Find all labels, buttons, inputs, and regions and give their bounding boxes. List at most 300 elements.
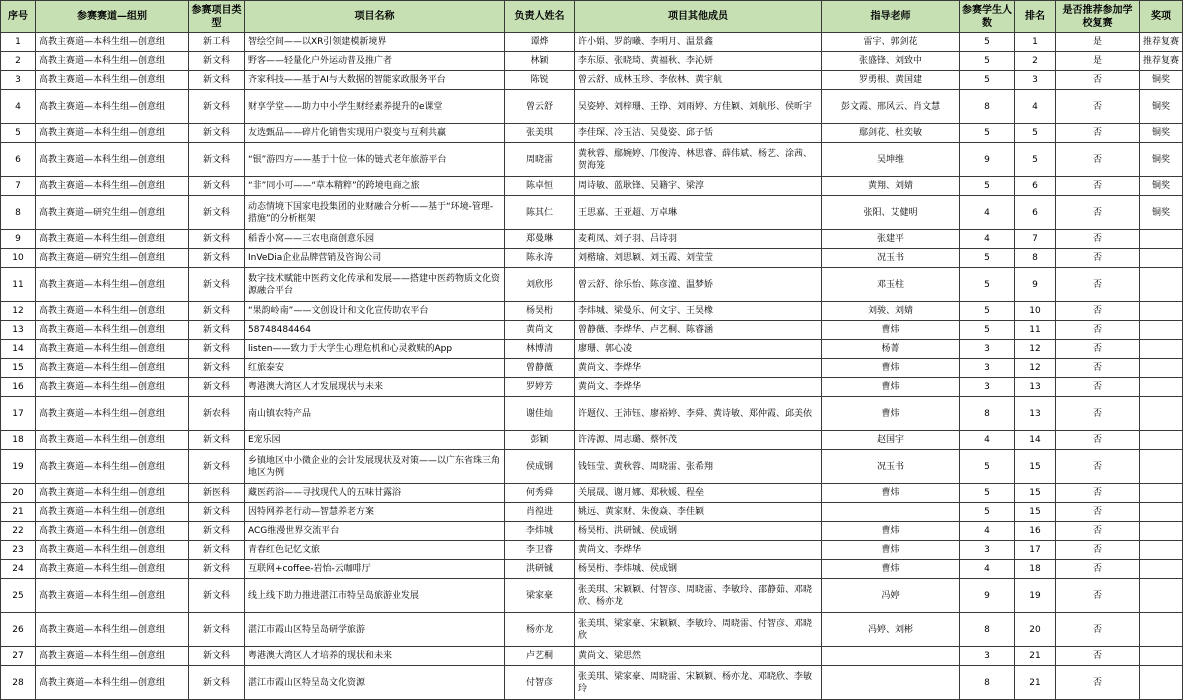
cell-rank: 1 [1015, 33, 1056, 52]
cell-members: 王思嘉、王亚超、万卓琳 [575, 196, 822, 230]
cell-leader: 梁家豪 [505, 579, 575, 613]
cell-advisor: 况玉书 [822, 450, 960, 484]
cell-index: 4 [1, 90, 36, 124]
cell-track: 高教主赛道—本科生组—创意组 [36, 378, 189, 397]
cell-project-name: 湛江市霞山区特呈岛研学旅游 [245, 613, 505, 647]
cell-recommend: 否 [1056, 143, 1140, 177]
cell-student-count: 5 [960, 484, 1015, 503]
cell-leader: 曾云舒 [505, 90, 575, 124]
cell-advisor: 罗勇根、黄国建 [822, 71, 960, 90]
cell-award [1140, 378, 1183, 397]
cell-advisor: 曹炜 [822, 522, 960, 541]
cell-track: 高教主赛道—本科生组—创意组 [36, 268, 189, 302]
cell-index: 10 [1, 249, 36, 268]
cell-rank: 17 [1015, 541, 1056, 560]
cell-index: 12 [1, 302, 36, 321]
cell-type: 新文科 [189, 302, 245, 321]
cell-index: 3 [1, 71, 36, 90]
cell-track: 高教主赛道—本科生组—创意组 [36, 647, 189, 666]
cell-leader: 付智彦 [505, 666, 575, 700]
cell-members: 黄尚文、李烨华 [575, 541, 822, 560]
cell-type: 新文科 [189, 340, 245, 359]
cell-track: 高教主赛道—本科生组—创意组 [36, 450, 189, 484]
cell-index: 14 [1, 340, 36, 359]
cell-type: 新医科 [189, 484, 245, 503]
cell-student-count: 5 [960, 503, 1015, 522]
cell-project-name: “果韵岭南”——文创设计和文化宣传助农平台 [245, 302, 505, 321]
table-row [1, 340, 1183, 359]
cell-members: 黄尚文、梁思然 [575, 647, 822, 666]
cell-index: 15 [1, 359, 36, 378]
cell-recommend: 否 [1056, 484, 1140, 503]
cell-recommend: 否 [1056, 431, 1140, 450]
cell-award [1140, 302, 1183, 321]
cell-track: 高教主赛道—本科生组—创意组 [36, 90, 189, 124]
cell-index: 18 [1, 431, 36, 450]
cell-advisor: 曹炜 [822, 560, 960, 579]
cell-members: 周诗敏、蓝耿锋、吴籍宇、梁淳 [575, 177, 822, 196]
cell-index: 19 [1, 450, 36, 484]
cell-leader: 李炜城 [505, 522, 575, 541]
cell-advisor: 张盛锋、刘致中 [822, 52, 960, 71]
cell-type: 新农科 [189, 397, 245, 431]
table-row [1, 230, 1183, 249]
cell-track: 高教主赛道—本科生组—创意组 [36, 397, 189, 431]
cell-index: 2 [1, 52, 36, 71]
cell-award [1140, 340, 1183, 359]
cell-index: 24 [1, 560, 36, 579]
cell-members: 杨昊桁、李炜城、侯成钢 [575, 560, 822, 579]
cell-project-name: 财享学堂——助力中小学生财经素养提升的e课堂 [245, 90, 505, 124]
cell-student-count: 8 [960, 90, 1015, 124]
table-row [1, 613, 1183, 647]
cell-award [1140, 268, 1183, 302]
cell-rank: 15 [1015, 503, 1056, 522]
cell-award [1140, 321, 1183, 340]
header-index: 序号 [1, 1, 36, 33]
cell-student-count: 5 [960, 177, 1015, 196]
cell-leader: 彭颖 [505, 431, 575, 450]
cell-student-count: 4 [960, 431, 1015, 450]
cell-recommend: 否 [1056, 378, 1140, 397]
cell-advisor: 冯婷、刘彬 [822, 613, 960, 647]
cell-advisor: 雷宇、郭剑花 [822, 33, 960, 52]
header-advisor: 指导老师 [822, 1, 960, 33]
table-row [1, 124, 1183, 143]
cell-index: 17 [1, 397, 36, 431]
header-members: 项目其他成员 [575, 1, 822, 33]
cell-members: 吴姿婷、刘梓珊、王铮、刘雨婷、方佳颖、刘航彤、侯昕宇 [575, 90, 822, 124]
cell-index: 20 [1, 484, 36, 503]
cell-rank: 21 [1015, 647, 1056, 666]
cell-award: 铜奖 [1140, 196, 1183, 230]
cell-project-name: 粤港澳大湾区人才培养的现状和未来 [245, 647, 505, 666]
cell-leader: 罗婷芳 [505, 378, 575, 397]
cell-recommend: 否 [1056, 613, 1140, 647]
cell-members: 黄尚文、李烨华 [575, 378, 822, 397]
header-rank: 排名 [1015, 1, 1056, 33]
cell-student-count: 5 [960, 52, 1015, 71]
cell-members: 许涛源、周志璐、蔡怀茂 [575, 431, 822, 450]
cell-members: 杨昊桁、洪研铖、侯成钢 [575, 522, 822, 541]
cell-rank: 13 [1015, 397, 1056, 431]
cell-leader: 陈永涛 [505, 249, 575, 268]
cell-track: 高教主赛道—本科生组—创意组 [36, 302, 189, 321]
cell-leader: 谭烨 [505, 33, 575, 52]
cell-rank: 11 [1015, 321, 1056, 340]
cell-rank: 21 [1015, 666, 1056, 700]
cell-award: 推荐复赛 [1140, 52, 1183, 71]
cell-project-name: 数字技术赋能中医药文化传承和发展——搭建中医药物质文化资源融合平台 [245, 268, 505, 302]
cell-advisor: 赵国宇 [822, 431, 960, 450]
cell-track: 高教主赛道—本科生组—创意组 [36, 579, 189, 613]
cell-project-name: 野客——轻量化户外运动普及推广者 [245, 52, 505, 71]
table-row [1, 647, 1183, 666]
cell-track: 高教主赛道—本科生组—创意组 [36, 71, 189, 90]
cell-type: 新文科 [189, 196, 245, 230]
cell-project-name: “非”同小可——“草本精粹”的跨境电商之旅 [245, 177, 505, 196]
table-body [1, 33, 1183, 700]
cell-leader: 陈其仁 [505, 196, 575, 230]
cell-student-count: 5 [960, 249, 1015, 268]
cell-recommend: 否 [1056, 647, 1140, 666]
cell-project-name: listen——致力于大学生心理危机和心灵救赎的App [245, 340, 505, 359]
cell-index: 26 [1, 613, 36, 647]
cell-recommend: 否 [1056, 666, 1140, 700]
cell-track: 高教主赛道—研究生组—创意组 [36, 196, 189, 230]
cell-project-name: 友选甄品——碎片化销售实现用户裂变与互利共赢 [245, 124, 505, 143]
cell-rank: 16 [1015, 522, 1056, 541]
cell-track: 高教主赛道—本科生组—创意组 [36, 124, 189, 143]
header-row [1, 1, 1183, 33]
table-row [1, 52, 1183, 71]
cell-student-count: 5 [960, 302, 1015, 321]
cell-members: 张美琪、梁家豪、周晓雷、宋颖颖、杨亦龙、邓晓欣、李敏玲 [575, 666, 822, 700]
cell-track: 高教主赛道—本科生组—创意组 [36, 613, 189, 647]
table-row [1, 522, 1183, 541]
cell-members: 李佳琛、冷玉洁、吴曼姿、邱子恬 [575, 124, 822, 143]
cell-award: 铜奖 [1140, 90, 1183, 124]
cell-rank: 14 [1015, 431, 1056, 450]
cell-track: 高教主赛道—本科生组—创意组 [36, 52, 189, 71]
table-row [1, 359, 1183, 378]
cell-student-count: 4 [960, 230, 1015, 249]
cell-advisor [822, 503, 960, 522]
cell-index: 25 [1, 579, 36, 613]
header-award: 奖项 [1140, 1, 1183, 33]
table-row [1, 503, 1183, 522]
cell-track: 高教主赛道—本科生组—创意组 [36, 33, 189, 52]
cell-recommend: 否 [1056, 503, 1140, 522]
cell-advisor: 彭文霞、邢风云、肖文慧 [822, 90, 960, 124]
cell-index: 13 [1, 321, 36, 340]
cell-advisor: 曹炜 [822, 321, 960, 340]
cell-members: 曾云舒、徐乐怡、陈彦潼、温梦娇 [575, 268, 822, 302]
cell-award [1140, 397, 1183, 431]
cell-type: 新文科 [189, 359, 245, 378]
cell-rank: 10 [1015, 302, 1056, 321]
table-row [1, 268, 1183, 302]
cell-index: 6 [1, 143, 36, 177]
cell-award [1140, 230, 1183, 249]
cell-rank: 7 [1015, 230, 1056, 249]
cell-award [1140, 522, 1183, 541]
cell-type: 新文科 [189, 560, 245, 579]
cell-project-name: 乡镇地区中小微企业的会计发展现状及对策——以广东省珠三角地区为例 [245, 450, 505, 484]
cell-student-count: 3 [960, 359, 1015, 378]
cell-student-count: 5 [960, 33, 1015, 52]
table-row [1, 33, 1183, 52]
cell-track: 高教主赛道—本科生组—创意组 [36, 143, 189, 177]
cell-members: 许小娟、罗韵曦、李明月、温景鑫 [575, 33, 822, 52]
cell-index: 8 [1, 196, 36, 230]
cell-rank: 15 [1015, 450, 1056, 484]
cell-recommend: 否 [1056, 249, 1140, 268]
cell-members: 刘楷瑜、刘思颖、刘玉霞、刘莹莹 [575, 249, 822, 268]
cell-type: 新文科 [189, 230, 245, 249]
cell-rank: 2 [1015, 52, 1056, 71]
cell-rank: 19 [1015, 579, 1056, 613]
cell-leader: 李卫睿 [505, 541, 575, 560]
cell-leader: 张美琪 [505, 124, 575, 143]
cell-award [1140, 647, 1183, 666]
cell-recommend: 否 [1056, 71, 1140, 90]
cell-track: 高教主赛道—本科生组—创意组 [36, 484, 189, 503]
cell-type: 新文科 [189, 579, 245, 613]
table-row [1, 450, 1183, 484]
cell-leader: 杨昊桁 [505, 302, 575, 321]
cell-recommend: 否 [1056, 560, 1140, 579]
cell-index: 16 [1, 378, 36, 397]
cell-recommend: 否 [1056, 321, 1140, 340]
cell-recommend: 否 [1056, 124, 1140, 143]
cell-award [1140, 484, 1183, 503]
table-row [1, 302, 1183, 321]
cell-student-count: 3 [960, 340, 1015, 359]
cell-student-count: 5 [960, 450, 1015, 484]
cell-type: 新文科 [189, 143, 245, 177]
cell-project-name: E宠乐园 [245, 431, 505, 450]
cell-index: 11 [1, 268, 36, 302]
cell-type: 新文科 [189, 541, 245, 560]
cell-index: 21 [1, 503, 36, 522]
cell-members: 曾云舒、成林玉珍、李依林、黄宇航 [575, 71, 822, 90]
cell-type: 新文科 [189, 177, 245, 196]
cell-student-count: 9 [960, 143, 1015, 177]
cell-leader: 林颖 [505, 52, 575, 71]
cell-student-count: 5 [960, 71, 1015, 90]
cell-recommend: 否 [1056, 177, 1140, 196]
cell-type: 新工科 [189, 33, 245, 52]
cell-type: 新文科 [189, 503, 245, 522]
cell-award [1140, 560, 1183, 579]
cell-members: 钱钰莹、黄秋蓉、周晓雷、张希翔 [575, 450, 822, 484]
cell-advisor: 曹炜 [822, 359, 960, 378]
cell-student-count: 8 [960, 397, 1015, 431]
cell-award: 铜奖 [1140, 143, 1183, 177]
cell-student-count: 3 [960, 541, 1015, 560]
cell-type: 新文科 [189, 321, 245, 340]
table-row [1, 321, 1183, 340]
cell-track: 高教主赛道—本科生组—创意组 [36, 560, 189, 579]
cell-track: 高教主赛道—本科生组—创意组 [36, 431, 189, 450]
cell-award [1140, 249, 1183, 268]
cell-type: 新文科 [189, 647, 245, 666]
cell-track: 高教主赛道—本科生组—创意组 [36, 359, 189, 378]
cell-advisor: 曹炜 [822, 397, 960, 431]
cell-student-count: 9 [960, 579, 1015, 613]
cell-track: 高教主赛道—本科生组—创意组 [36, 503, 189, 522]
cell-advisor: 曹炜 [822, 541, 960, 560]
cell-award [1140, 503, 1183, 522]
cell-advisor: 吴坤维 [822, 143, 960, 177]
cell-rank: 3 [1015, 71, 1056, 90]
cell-type: 新文科 [189, 124, 245, 143]
cell-index: 22 [1, 522, 36, 541]
cell-student-count: 5 [960, 268, 1015, 302]
cell-leader: 谢佳灿 [505, 397, 575, 431]
cell-leader: 林博清 [505, 340, 575, 359]
cell-type: 新文科 [189, 71, 245, 90]
table-row [1, 249, 1183, 268]
cell-rank: 5 [1015, 124, 1056, 143]
cell-advisor: 曹炜 [822, 378, 960, 397]
cell-project-name: ACG维漫世界交流平台 [245, 522, 505, 541]
table-row [1, 560, 1183, 579]
cell-type: 新文科 [189, 268, 245, 302]
cell-members: 黄秋蓉、鄢婉婷、邝俊涛、林思睿、薛伟斌、杨艺、涂茜、贺海笼 [575, 143, 822, 177]
cell-award: 推荐复赛 [1140, 33, 1183, 52]
table-row [1, 196, 1183, 230]
cell-rank: 5 [1015, 143, 1056, 177]
cell-leader: 陈卓恒 [505, 177, 575, 196]
cell-leader: 卢艺桐 [505, 647, 575, 666]
cell-advisor: 张建平 [822, 230, 960, 249]
cell-advisor: 冯婷 [822, 579, 960, 613]
cell-type: 新文科 [189, 90, 245, 124]
header-student-count: 参赛学生人数 [960, 1, 1015, 33]
cell-rank: 8 [1015, 249, 1056, 268]
cell-leader: 侯成钢 [505, 450, 575, 484]
cell-recommend: 是 [1056, 33, 1140, 52]
cell-leader: 何秀舜 [505, 484, 575, 503]
cell-track: 高教主赛道—本科生组—创意组 [36, 522, 189, 541]
cell-members: 张美琪、梁家豪、宋颖颖、李敏玲、周晓雷、付智彦、邓晓欣 [575, 613, 822, 647]
cell-student-count: 8 [960, 613, 1015, 647]
cell-advisor: 况玉书 [822, 249, 960, 268]
cell-type: 新文科 [189, 450, 245, 484]
cell-leader: 洪研铖 [505, 560, 575, 579]
cell-award: 铜奖 [1140, 177, 1183, 196]
cell-index: 9 [1, 230, 36, 249]
cell-rank: 13 [1015, 378, 1056, 397]
cell-members: 许题仪、王沛钰、廖裕婷、李舜、黄诗敏、郑仲霞、邱美依 [575, 397, 822, 431]
cell-rank: 18 [1015, 560, 1056, 579]
cell-award [1140, 431, 1183, 450]
cell-rank: 4 [1015, 90, 1056, 124]
cell-type: 新文科 [189, 666, 245, 700]
table-row [1, 71, 1183, 90]
cell-recommend: 否 [1056, 268, 1140, 302]
cell-leader: 刘欣彤 [505, 268, 575, 302]
cell-project-name: 粤港澳大湾区人才发展现状与未来 [245, 378, 505, 397]
table-row [1, 484, 1183, 503]
cell-recommend: 否 [1056, 230, 1140, 249]
header-leader: 负责人姓名 [505, 1, 575, 33]
cell-members: 廖珊、郭心凌 [575, 340, 822, 359]
cell-project-name: 齐家科技——基于AI与大数据的智能家政服务平台 [245, 71, 505, 90]
cell-advisor: 邓玉柱 [822, 268, 960, 302]
cell-student-count: 3 [960, 647, 1015, 666]
cell-project-name: 线上线下助力推进湛江市特呈岛旅游业发展 [245, 579, 505, 613]
cell-leader: 黄尚文 [505, 321, 575, 340]
cell-track: 高教主赛道—本科生组—创意组 [36, 340, 189, 359]
table-row [1, 177, 1183, 196]
cell-members: 李炜城、梁曼乐、何文宇、王昊橡 [575, 302, 822, 321]
cell-recommend: 否 [1056, 397, 1140, 431]
cell-student-count: 4 [960, 196, 1015, 230]
cell-recommend: 否 [1056, 522, 1140, 541]
cell-rank: 9 [1015, 268, 1056, 302]
cell-project-name: “银”游四方——基于十位一体的链式老年旅游平台 [245, 143, 505, 177]
table-row [1, 579, 1183, 613]
cell-index: 7 [1, 177, 36, 196]
header-type: 参赛项目类型 [189, 1, 245, 33]
cell-project-name: 青春红色记忆文旅 [245, 541, 505, 560]
header-track: 参赛赛道—组别 [36, 1, 189, 33]
cell-leader: 肖徨进 [505, 503, 575, 522]
cell-leader: 陈锐 [505, 71, 575, 90]
cell-index: 5 [1, 124, 36, 143]
cell-award [1140, 666, 1183, 700]
table-row [1, 378, 1183, 397]
cell-student-count: 4 [960, 522, 1015, 541]
cell-recommend: 否 [1056, 340, 1140, 359]
cell-recommend: 否 [1056, 196, 1140, 230]
cell-index: 27 [1, 647, 36, 666]
cell-type: 新文科 [189, 249, 245, 268]
cell-track: 高教主赛道—本科生组—创意组 [36, 666, 189, 700]
cell-award [1140, 359, 1183, 378]
cell-award [1140, 613, 1183, 647]
cell-rank: 15 [1015, 484, 1056, 503]
cell-track: 高教主赛道—本科生组—创意组 [36, 541, 189, 560]
cell-type: 新文科 [189, 522, 245, 541]
cell-project-name: 互联网+coffee-岩怡-云咖啡厅 [245, 560, 505, 579]
cell-type: 新文科 [189, 431, 245, 450]
cell-project-name: 南山镇农特产品 [245, 397, 505, 431]
cell-rank: 12 [1015, 359, 1056, 378]
cell-project-name: InVeDia企业品牌营销及咨询公司 [245, 249, 505, 268]
cell-recommend: 否 [1056, 90, 1140, 124]
cell-student-count: 5 [960, 321, 1015, 340]
cell-type: 新文科 [189, 378, 245, 397]
cell-project-name: 因特网养老行动—智慧养老方案 [245, 503, 505, 522]
cell-project-name: 红旅泰安 [245, 359, 505, 378]
cell-project-name: 智绘空间——以XR引领建模新境界 [245, 33, 505, 52]
cell-members: 李东原、张晓琦、黄福秋、李沁妍 [575, 52, 822, 71]
table-row [1, 90, 1183, 124]
cell-award [1140, 450, 1183, 484]
cell-index: 28 [1, 666, 36, 700]
cell-advisor: 黄翔、刘婧 [822, 177, 960, 196]
cell-leader: 周晓雷 [505, 143, 575, 177]
cell-recommend: 否 [1056, 541, 1140, 560]
cell-award: 铜奖 [1140, 124, 1183, 143]
cell-recommend: 否 [1056, 359, 1140, 378]
cell-track: 高教主赛道—本科生组—创意组 [36, 177, 189, 196]
table-row [1, 666, 1183, 700]
